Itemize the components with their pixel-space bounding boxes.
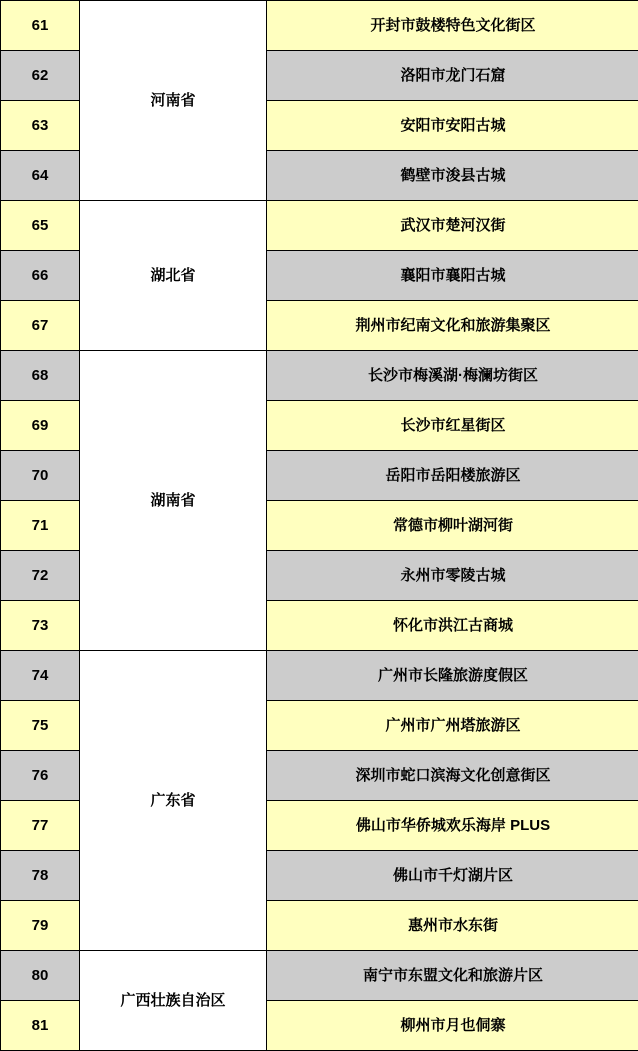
street-block-name-cell: 武汉市楚河汉街 [267, 201, 638, 251]
street-block-name-cell: 广州市广州塔旅游区 [267, 701, 638, 751]
street-block-name-cell: 长沙市红星街区 [267, 401, 638, 451]
province-cell: 广西壮族自治区 [80, 951, 267, 1051]
street-block-name-cell: 佛山市华侨城欢乐海岸 PLUS [267, 801, 638, 851]
province-cell: 河南省 [80, 1, 267, 201]
table-row [1, 351, 638, 401]
street-block-name-cell: 惠州市水东街 [267, 901, 638, 951]
row-number-cell: 62 [1, 51, 80, 101]
row-number-cell: 74 [1, 651, 80, 701]
street-block-name-cell: 安阳市安阳古城 [267, 101, 638, 151]
row-number-cell: 79 [1, 901, 80, 951]
row-number-cell: 68 [1, 351, 80, 401]
row-number-cell: 67 [1, 301, 80, 351]
street-block-name-cell: 襄阳市襄阳古城 [267, 251, 638, 301]
row-number-cell: 80 [1, 951, 80, 1001]
street-block-name-cell: 广州市长隆旅游度假区 [267, 651, 638, 701]
street-block-name-cell: 开封市鼓楼特色文化街区 [267, 1, 638, 51]
row-number-cell: 66 [1, 251, 80, 301]
street-block-name-cell: 荆州市纪南文化和旅游集聚区 [267, 301, 638, 351]
province-cell: 广东省 [80, 651, 267, 951]
street-block-name-cell: 深圳市蛇口滨海文化创意街区 [267, 751, 638, 801]
province-cell: 湖北省 [80, 201, 267, 351]
street-block-name-cell: 柳州市月也侗寨 [267, 1001, 638, 1051]
street-block-name-cell: 岳阳市岳阳楼旅游区 [267, 451, 638, 501]
table-row [1, 951, 638, 1001]
street-block-name-cell: 佛山市千灯湖片区 [267, 851, 638, 901]
row-number-cell: 70 [1, 451, 80, 501]
row-number-cell: 76 [1, 751, 80, 801]
row-number-cell: 78 [1, 851, 80, 901]
table-row [1, 1, 638, 51]
province-cell: 湖南省 [80, 351, 267, 651]
row-number-cell: 69 [1, 401, 80, 451]
table-body [1, 1, 638, 1051]
row-number-cell: 63 [1, 101, 80, 151]
row-number-cell: 73 [1, 601, 80, 651]
street-block-name-cell: 长沙市梅溪湖·梅澜坊街区 [267, 351, 638, 401]
row-number-cell: 72 [1, 551, 80, 601]
table-row [1, 201, 638, 251]
street-block-name-cell: 南宁市东盟文化和旅游片区 [267, 951, 638, 1001]
row-number-cell: 81 [1, 1001, 80, 1051]
row-number-cell: 61 [1, 1, 80, 51]
table-row [1, 651, 638, 701]
street-block-name-cell: 鹤壁市浚县古城 [267, 151, 638, 201]
row-number-cell: 65 [1, 201, 80, 251]
row-number-cell: 64 [1, 151, 80, 201]
row-number-cell: 71 [1, 501, 80, 551]
street-block-name-cell: 永州市零陵古城 [267, 551, 638, 601]
row-number-cell: 77 [1, 801, 80, 851]
street-block-name-cell: 怀化市洪江古商城 [267, 601, 638, 651]
street-block-name-cell: 常德市柳叶湖河街 [267, 501, 638, 551]
street-block-name-cell: 洛阳市龙门石窟 [267, 51, 638, 101]
row-number-cell: 75 [1, 701, 80, 751]
